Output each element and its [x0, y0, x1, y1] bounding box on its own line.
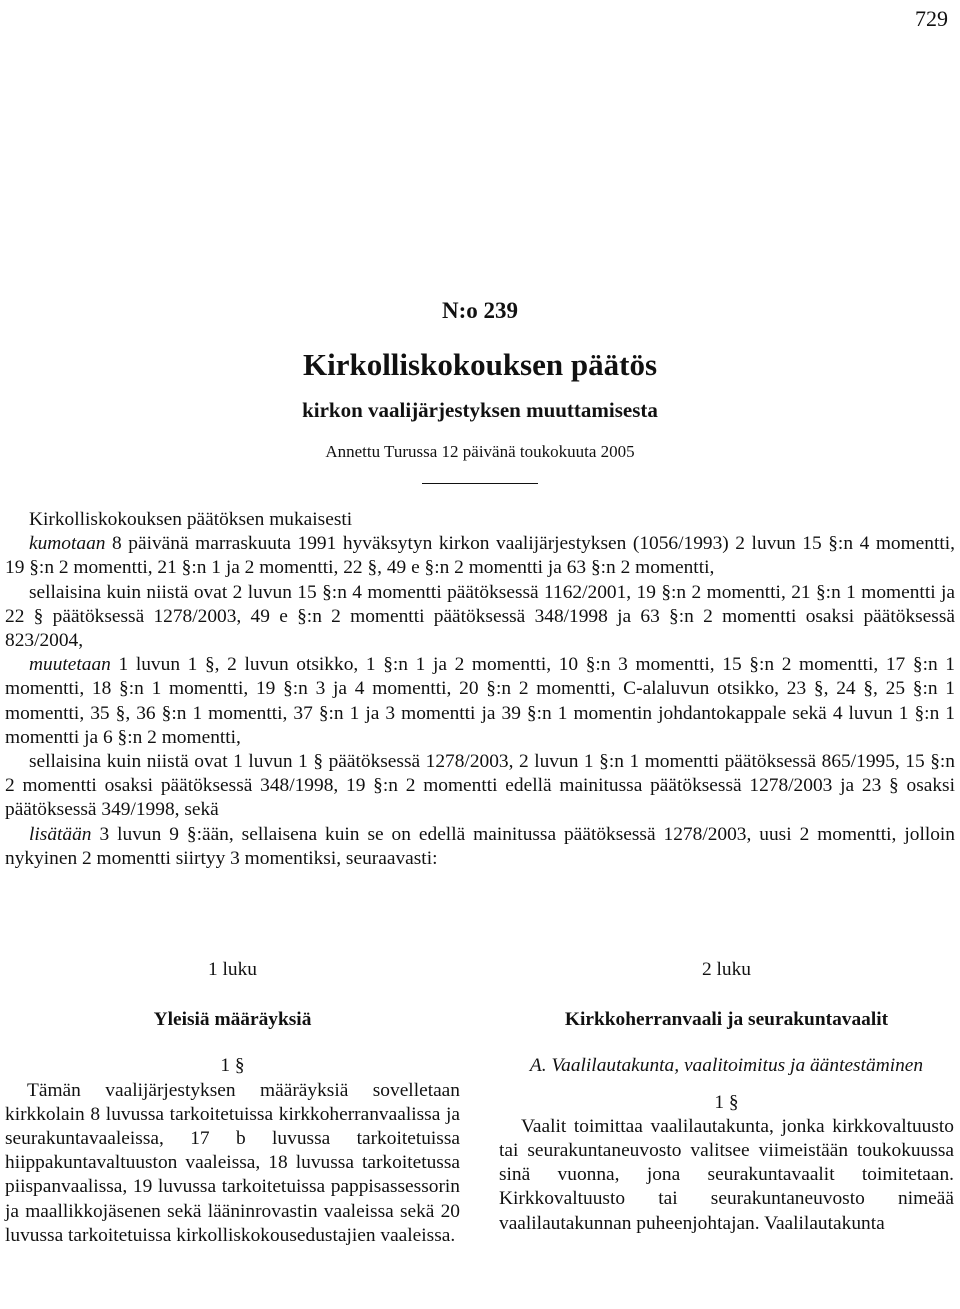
preamble-intro: Kirkolliskokouksen päätöksen mukaisesti	[29, 509, 353, 530]
preamble-amend-status: sellaisina kuin niistä ovat 1 luvun 1 § päätöksessä 1278/2003, 2 luvun 1 §:n 1 momentti päätöksessä 865/1995, 15 §:n 2 momentti osaksi päätöksessä 348/1998, 19 §:n 2 momentti edellä mainitussa päätöksessä 1278/2003 ja 23 § osaksi päätöksessä 349/1998, sekä	[5, 751, 955, 821]
chapter-title: Kirkkoherranvaali ja seurakuntavaalit	[564, 1009, 889, 1031]
add-keyword: lisätään	[29, 823, 92, 845]
chapter-heading: 1 luku	[207, 959, 258, 980]
preamble-add	[5, 823, 955, 871]
statute-number: N:o 239	[441, 298, 519, 323]
amend-text: 1 luvun 1 §, 2 luvun otsikko, 1 §:n 1 ja 2 momentti, 10 §:n 3 momentti, 15 §:n 2 momentti, 17 §:n 1 momentti, 18 §:n 1 momentti, 19 §:n 3 ja 4 momentti, 20 §:n 2 momentti, C-alaluvun otsikko, 23 §, 24 §, 25 §:n 1 momentti, 35 §, 36 §:n 1 momentti, 37 §:n 1 ja 3 momentti ja 39 §:n 1 momentin johdantokappale sekä 4 luvun 1 §:n 1 momentti ja 6 §:n 2 momentti,	[5, 654, 955, 748]
document-subtitle: kirkon vaalijärjestyksen muuttamisesta	[302, 398, 658, 422]
preamble-repeal	[5, 532, 955, 580]
add-text: 3 luvun 9 §:ään, sellaisena kuin se on edellä mainitussa päätöksessä 1278/2003, uusi 2 momentti, jolloin nykyinen 2 momentti siirtyy 3 momentiksi, seuraavasti:	[5, 823, 955, 869]
right-column	[499, 958, 954, 1236]
left-column	[5, 958, 460, 1248]
section-body: Tämän vaalijärjestyksen määräyksiä sovelletaan kirkkolain 8 luvussa tarkoitetuissa kirkkoherranvaalissa ja seurakuntavaaleissa, 17 b luvussa tarkoitetuissa hiippakuntavaltuuston vaaleissa, 18 luvussa tarkoitetussa piispanvaalissa, 19 luvussa tarkoitetuissa pappisassessorin ja maallikkojäsenen sekä lääninrovastin vaaleissa sekä 20 luvussa tarkoitetuissa kirkolliskokousedustajien vaaleissa.	[5, 1079, 460, 1246]
issued-line: Annettu Turussa 12 päivänä toukokuuta 2005	[325, 442, 635, 461]
title-divider	[422, 483, 538, 484]
amend-keyword: muutetaan	[29, 654, 111, 676]
section-heading: 1 §	[220, 1055, 245, 1077]
subchapter-heading: A. Vaalilautakunta, vaalitoimitus ja ääntestäminen	[529, 1055, 924, 1077]
section-body: Vaalit toimittaa vaalilautakunta, jonka kirkkovaltuusto tai seurakuntaneuvosto valitsee viimeistään toukokuussa sinä vuonna, jona seurakuntavaalit toimitetaan. Kirkkovaltuusto tai seurakuntaneuvosto nimeää vaalilautakunnan puheenjohtajan. Vaalilautakunta	[499, 1115, 954, 1234]
chapter-heading: 2 luku	[701, 959, 752, 980]
section-heading: 1 §	[714, 1091, 739, 1113]
chapter-title: Yleisiä määräyksiä	[153, 1009, 312, 1031]
repeal-keyword: kumotaan	[29, 533, 106, 555]
page-number: 729	[915, 6, 948, 31]
preamble-amend	[5, 653, 955, 750]
preamble	[5, 508, 955, 871]
repeal-text: 8 päivänä marraskuuta 1991 hyväksytyn kirkon vaalijärjestyksen (1056/1993) 2 luvun 15 §:n 4 momentti, 19 §:n 2 momentti, 21 §:n 1 ja 2 momentti, 22 §, 49 e §:n 2 momentti ja 63 §:n 2 momentti,	[5, 533, 955, 579]
preamble-repeal-status: sellaisina kuin niistä ovat 2 luvun 15 §:n 4 momentti päätöksessä 1162/2001, 19 §:n 2 momentti, 21 §:n 1 momentti ja 22 § päätöksessä 1278/2003, 49 e §:n 2 momentti päätöksessä 348/1998 ja 63 §:n 2 momentti osaksi päätöksessä 823/2004,	[5, 581, 955, 652]
document-title: Kirkolliskokouksen päätös	[302, 347, 658, 382]
